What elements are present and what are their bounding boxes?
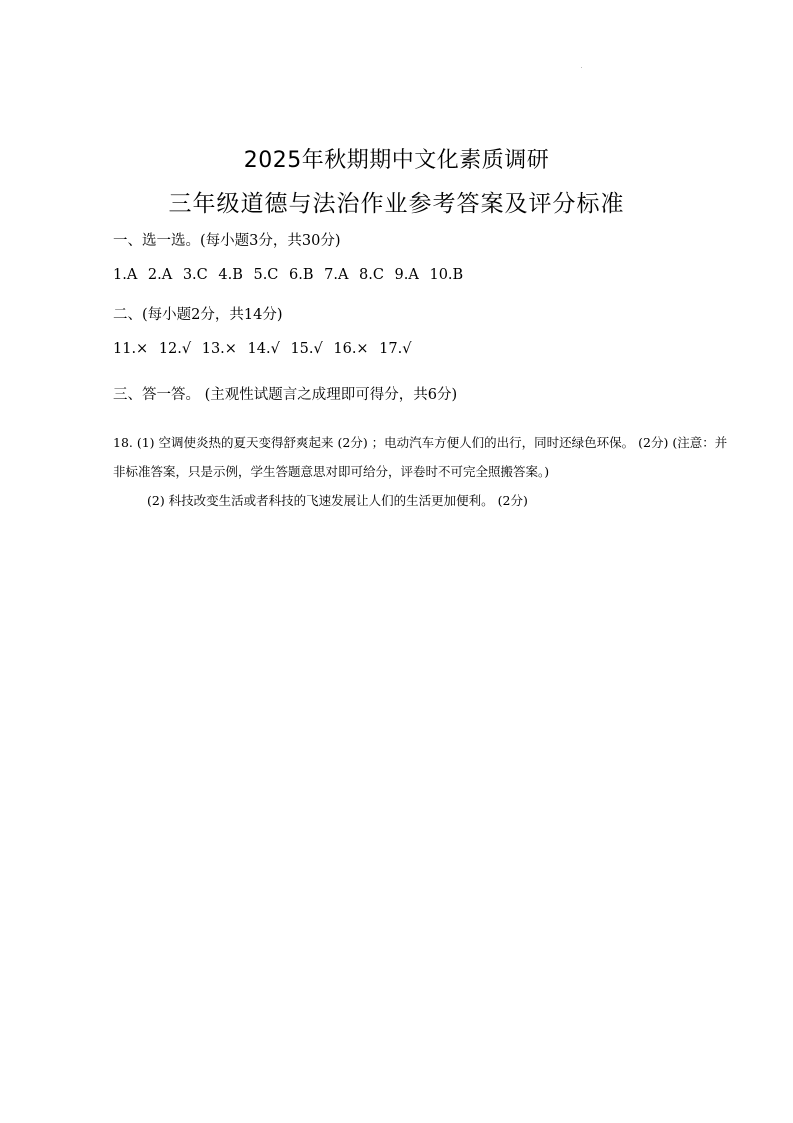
document-subtitle: 三年级道德与法治作业参考答案及评分标准: [168, 191, 625, 217]
section-2-heading: 二、(每小题2分，共14分): [113, 307, 283, 323]
section-3-heading: 三、答一答。 (主观性试题言之成理即可得分，共6分): [113, 387, 458, 403]
document-title: 2025年秋期期中文化素质调研: [243, 148, 550, 173]
question-18-part-1: 18. (1) 空调使炎热的夏天变得舒爽起来 (2分) ；电动汽车方便人们的出行，同时还绿色环保。 (2分) (注意：并非标准答案，只是示例，学生答题意思对即可给分，评卷时不可完全照搬答案。): [113, 435, 728, 479]
question-18-answer: [113, 428, 733, 515]
section-2-answers: 11.× 12.√ 13.× 14.√ 15.√ 16.× 17.√: [113, 341, 412, 357]
section-1-heading: 一、选一选。(每小题3分，共30分): [113, 233, 341, 249]
section-1-answers: 1.A 2.A 3.C 4.B 5.C 6.B 7.A 8.C 9.A 10.B: [113, 267, 464, 283]
question-18-part-2: (2) 科技改变生活或者科技的飞速发展让人们的生活更加便利。 (2分): [147, 493, 528, 508]
scan-speck: [581, 67, 582, 68]
